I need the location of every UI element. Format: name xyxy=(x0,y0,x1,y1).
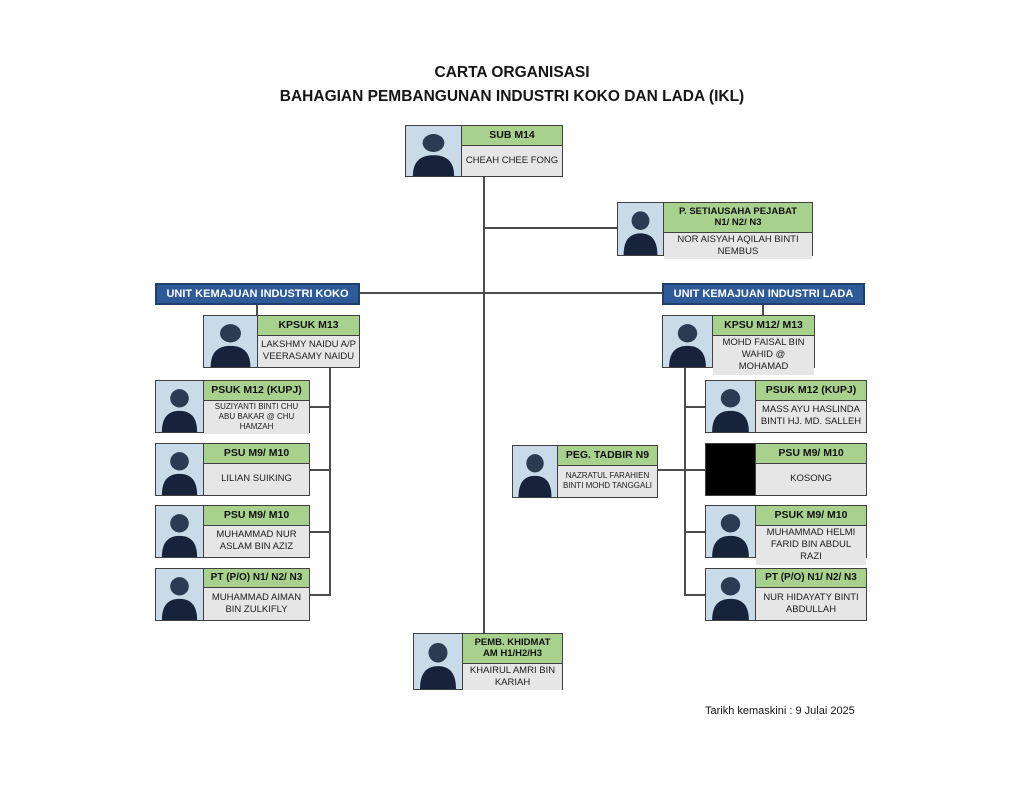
staff-photo xyxy=(156,506,204,557)
staff-photo xyxy=(513,446,558,497)
node-text xyxy=(258,316,359,367)
staff-name: MUHAMMAD AIMAN BIN ZULKIFLY xyxy=(204,588,309,620)
unit-banner-koko xyxy=(155,283,360,305)
position-title: PSUK M12 (KUPJ) xyxy=(204,381,309,401)
connector-stub-lada-3 xyxy=(685,531,705,533)
connector-rail-lada xyxy=(684,368,686,596)
connector-stub-lada-1 xyxy=(685,406,705,408)
person-silhouette-icon xyxy=(406,126,461,176)
node-text xyxy=(204,506,309,557)
person-silhouette-icon xyxy=(706,381,755,432)
staff-photo xyxy=(156,381,204,432)
staff-photo xyxy=(156,444,204,495)
staff-photo xyxy=(414,634,463,689)
staff-name: MUHAMMAD NUR ASLAM BIN AZIZ xyxy=(204,526,309,557)
connector-stub-peg-tadbir xyxy=(658,469,685,471)
staff-photo xyxy=(663,316,713,367)
staff-name: SUZIYANTI BINTI CHU ABU BAKAR @ CHU HAMZAH xyxy=(204,401,309,434)
unit-banner-label: UNIT KEMAJUAN INDUSTRI LADA xyxy=(673,288,854,300)
last-updated-note: Tarikh kemaskini : 9 Julai 2025 xyxy=(705,705,855,717)
connector-stub-koko-2 xyxy=(310,469,330,471)
person-silhouette-icon xyxy=(618,203,663,255)
org-node-koko-pt-po xyxy=(155,568,310,621)
node-text xyxy=(204,381,309,432)
node-text xyxy=(756,569,866,620)
staff-name: KHAIRUL AMRI BIN KARIAH xyxy=(463,664,562,691)
node-text xyxy=(204,444,309,495)
node-text xyxy=(756,506,866,563)
org-node-koko-psu-m9-m10-1 xyxy=(155,443,310,496)
staff-name: NOR AISYAH AQILAH BINTI NEMBUS xyxy=(664,233,812,260)
position-title: KPSUK M13 xyxy=(258,316,359,336)
staff-name: CHEAH CHEE FONG xyxy=(462,146,562,176)
person-silhouette-icon xyxy=(513,446,557,497)
org-node-lada-pt-po xyxy=(705,568,867,621)
staff-photo xyxy=(204,316,258,367)
staff-photo xyxy=(156,569,204,620)
position-title: PEMB. KHIDMAT AM H1/H2/H3 xyxy=(463,634,562,664)
person-silhouette-icon xyxy=(706,506,755,557)
org-node-kpsuk-m13 xyxy=(203,315,360,368)
staff-name: NAZRATUL FARAHIEN BINTI MOHD TANGGALI xyxy=(558,466,657,497)
connector-stub-lada-2 xyxy=(685,469,705,471)
connector-line-units-horizontal xyxy=(360,292,662,294)
connector-stub-lada-4 xyxy=(685,594,705,596)
org-node-lada-psuk-m12-kupj xyxy=(705,380,867,433)
org-node-koko-psu-m9-m10-2 xyxy=(155,505,310,558)
org-node-sub-m14 xyxy=(405,125,563,177)
staff-photo xyxy=(706,569,756,620)
staff-name: MASS AYU HASLINDA BINTI HJ. MD. SALLEH xyxy=(756,401,866,432)
position-title: PSUK M12 (KUPJ) xyxy=(756,381,866,401)
person-silhouette-icon xyxy=(414,634,462,689)
position-title: PSU M9/ M10 xyxy=(756,444,866,464)
vacant-photo-placeholder xyxy=(706,444,756,495)
staff-photo xyxy=(618,203,664,255)
org-node-peg-tadbir-n9 xyxy=(512,445,658,498)
node-text xyxy=(713,316,814,373)
connector-stub-koko-1 xyxy=(310,406,330,408)
node-text xyxy=(462,126,562,176)
staff-name: MOHD FAISAL BIN WAHID @ MOHAMAD xyxy=(713,336,814,375)
connector-line-secretary xyxy=(484,227,617,229)
position-title: P. SETIAUSAHA PEJABAT N1/ N2/ N3 xyxy=(664,203,812,233)
staff-name: NUR HIDAYATY BINTI ABDULLAH xyxy=(756,588,866,620)
person-silhouette-icon xyxy=(204,316,257,367)
person-silhouette-icon xyxy=(156,569,203,620)
staff-name: LAKSHMY NAIDU A/P VEERASAMY NAIDU xyxy=(258,336,359,367)
position-title: PEG. TADBIR N9 xyxy=(558,446,657,466)
page-title-line2: BAHAGIAN PEMBANGUNAN INDUSTRI KOKO DAN LADA (IKL) xyxy=(279,88,745,105)
org-node-lada-psu-m9-m10-vacant xyxy=(705,443,867,496)
position-title: PT (P/O) N1/ N2/ N3 xyxy=(756,569,866,588)
org-node-pemb-khidmat xyxy=(413,633,563,690)
connector-line-koko-head xyxy=(256,305,258,315)
org-node-kpsu-m12-m13 xyxy=(662,315,815,373)
node-text xyxy=(558,446,657,497)
node-text xyxy=(756,444,866,495)
person-silhouette-icon xyxy=(706,569,755,620)
staff-photo xyxy=(706,381,756,432)
staff-photo xyxy=(706,506,756,557)
position-title: PSU M9/ M10 xyxy=(204,506,309,526)
node-text xyxy=(664,203,812,258)
staff-name: KOSONG xyxy=(756,464,866,495)
person-silhouette-icon xyxy=(156,506,203,557)
org-node-lada-psuk-m9-m10 xyxy=(705,505,867,563)
position-title: SUB M14 xyxy=(462,126,562,146)
org-node-setiausaha-pejabat xyxy=(617,202,813,256)
node-text xyxy=(463,634,562,689)
unit-banner-label: UNIT KEMAJUAN INDUSTRI KOKO xyxy=(166,288,349,300)
position-title: KPSU M12/ M13 xyxy=(713,316,814,336)
unit-banner-lada xyxy=(662,283,865,305)
staff-name: LILIAN SUIKING xyxy=(204,464,309,495)
position-title: PSU M9/ M10 xyxy=(204,444,309,464)
connector-line-lada-head xyxy=(762,305,764,315)
person-silhouette-icon xyxy=(663,316,712,367)
position-title: PSUK M9/ M10 xyxy=(756,506,866,526)
connector-stub-koko-4 xyxy=(310,594,330,596)
person-silhouette-icon xyxy=(156,381,203,432)
connector-stub-koko-3 xyxy=(310,531,330,533)
position-title: PT (P/O) N1/ N2/ N3 xyxy=(204,569,309,588)
page-title xyxy=(0,61,1024,109)
staff-name: MUHAMMAD HELMI FARID BIN ABDUL RAZI xyxy=(756,526,866,565)
org-node-koko-psuk-m12-kupj xyxy=(155,380,310,433)
node-text xyxy=(756,381,866,432)
node-text xyxy=(204,569,309,620)
connector-line-center-vertical xyxy=(483,177,485,633)
person-silhouette-icon xyxy=(156,444,203,495)
page-title-line1: CARTA ORGANISASI xyxy=(434,64,590,81)
staff-photo xyxy=(406,126,462,176)
connector-rail-koko xyxy=(329,368,331,596)
